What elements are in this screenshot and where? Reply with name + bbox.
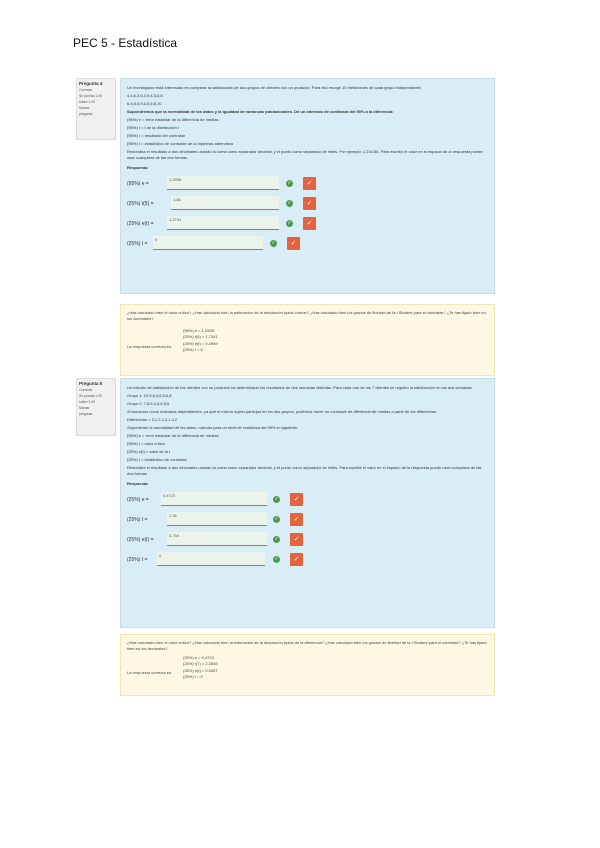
correct-answer-line: (25%) t = 0 — [183, 674, 203, 680]
document-title: PEC 5 - Estadística — [73, 36, 178, 50]
flag-icon[interactable]: ✓ — [303, 217, 316, 230]
answer-row — [127, 213, 488, 233]
question-info — [76, 78, 116, 140]
answer-label: (25%) t = — [127, 557, 148, 563]
flag-question-link[interactable]: pregunta — [79, 412, 93, 416]
question-item: (25%) t = estadístico de contraste — [127, 457, 187, 462]
flag-icon[interactable]: ✓ — [290, 493, 303, 506]
correct-answer-list — [183, 328, 218, 354]
correct-answer-line: (25%) e(t) = 0,4969 — [183, 340, 218, 346]
question-item: (95%) e = error estándar de la diferencia de medias — [127, 433, 219, 438]
question-score: Se puntúa 1,00 — [79, 94, 103, 98]
correct-answer-line: (25%) t(7) = 2,3646 — [183, 661, 218, 667]
question-paragraph: Un investigador está interesado en comparar la satisfacción de dos grupos de clientes con un producto. Para ello recoge 10 mediciones de cada grupo independiente, — [127, 85, 422, 90]
answer-label: (25%) t = — [127, 241, 148, 247]
answer-input[interactable]: 0 — [157, 552, 265, 566]
correct-answer-line: (25%) t(5) = 1,7341 — [183, 334, 218, 340]
flag-question-link[interactable]: pregunta — [79, 112, 93, 116]
answer-input[interactable]: 1,2958 — [167, 176, 279, 190]
correct-answer-line: (25%) e(t) = 0,5497 — [183, 667, 218, 673]
question-score: sobre 1,00 — [79, 400, 96, 404]
question-paragraph: Redondea el resultado a dos decimales usando la coma como separador decimal, y el punto como separador de miles. Para escribir el valor en el espacio de la respuesta puede usar cualquiera de las dos formas. — [127, 465, 482, 476]
check-icon: ✓ — [287, 180, 292, 186]
flag-icon[interactable]: ✓ — [287, 237, 300, 250]
question-number: Pregunta 4 — [79, 81, 103, 86]
answer-input[interactable]: 1,2741 — [167, 216, 279, 230]
check-icon: ✓ — [274, 536, 279, 542]
feedback-question: ¿Has calculado bien el valor crítico? ¿Has calculado bien la estimación de la desviación típica de la diferencia? ¿Has calculado bien los grados de libertad de la t Student para el contraste? ¿Te has fijado bien en los decimales? — [127, 640, 487, 651]
check-icon: ✓ — [274, 556, 279, 562]
question-paragraph: Un estudio de satisfacción de los clientes con un producto ha determinado los resultados de dos semanas distintas. Para cada uno de los 7 clientes se registró la satisfacción en las dos semanas. — [127, 385, 473, 390]
answer-row — [127, 489, 488, 509]
answer-input[interactable]: 0,4723 — [161, 492, 267, 506]
question-paragraph: Redondea el resultado a dos decimales usando la coma como separador decimal, y el punto como separador de miles. Por ejemplo: 1.234,56. Para escribir el valor en el espacio de la respuesta puede usar cualquiera de las dos formas. — [127, 149, 483, 160]
answer-input[interactable]: 0,764 — [167, 532, 267, 546]
feedback-panel — [120, 634, 495, 696]
correct-answer-line: (25%) e = 0,4723 — [183, 655, 214, 660]
answer-label: (25%) e = — [127, 497, 149, 503]
check-icon: ✓ — [274, 496, 279, 502]
feedback-question: ¿Has calculado bien el valor crítico? ¿Has calculado bien la estimación de la desviación típica común? ¿Has calculado bien los grados de libertad de la t Student para el contraste? ¿Te has fijado bien en los decimales? — [127, 310, 486, 321]
answer-input[interactable]: 1,86 — [171, 196, 279, 210]
flag-question-link[interactable]: Marcar — [79, 406, 90, 410]
correct-answer-list — [183, 655, 218, 681]
question-item: (95%) t = estadístico de contraste de la hipótesis alternativa — [127, 141, 233, 146]
correct-answer-label: La respuesta correcta es: — [127, 344, 173, 349]
question-data: Diferencias = 3,1,2,2,3,1,4,2 — [127, 417, 178, 422]
answer-heading: Respuesta: — [127, 165, 149, 170]
question-data: 4,4,6,3,6,3,9,4,5,6,8 — [127, 93, 163, 98]
question-state: Correcta — [79, 88, 93, 92]
answer-label: (25%) t(5) = — [127, 201, 154, 207]
question-4 — [76, 78, 495, 378]
answer-row — [127, 173, 488, 193]
question-paragraph: Si tomamos como muestras dependientes, ya que el mismo sujeto participa en los dos grupos, podemos hacer un contraste de diferencia de medias a partir de las diferencias: — [127, 409, 438, 414]
answer-row — [127, 193, 488, 213]
flag-icon[interactable]: ✓ — [290, 513, 303, 526]
question-data: Grupo 2: 7,8,6,4,5,6,5,6 — [127, 401, 170, 406]
feedback-panel — [120, 304, 495, 376]
answer-label: (25%) e(t) = — [127, 221, 154, 227]
question-text — [120, 78, 495, 294]
question-data: 6,4,8,5,9,6,5,6,8,10 — [127, 101, 162, 106]
answer-label: (25%) t = — [127, 517, 148, 523]
flag-icon[interactable]: ✓ — [303, 197, 316, 210]
answer-row — [127, 529, 488, 549]
question-item: (95%) t = t de la distribución t — [127, 125, 179, 130]
question-paragraph: Supondremos que la normalidad de los datos y la igualdad de varianzas poblacionales. Dé un intervalo de confianza del 95% a la diferencia: — [127, 109, 394, 114]
question-data: Grupo 1: 10,9,8,4,6,5,6,8 — [127, 393, 172, 398]
flag-question-link[interactable]: Marcar — [79, 106, 90, 110]
correct-answer-label: La respuesta correcta es: — [127, 670, 173, 675]
question-info — [76, 378, 116, 436]
question-item: (25%) e(t) = valor de la t — [127, 449, 171, 454]
check-icon: ✓ — [287, 220, 292, 226]
question-5 — [76, 378, 495, 698]
question-item: (95%) t = valor crítico — [127, 441, 165, 446]
answer-input[interactable]: 0 — [153, 236, 263, 250]
correct-answer-line: (95%) e = 1,2958 — [183, 328, 214, 333]
flag-icon[interactable]: ✓ — [303, 177, 316, 190]
flag-icon[interactable]: ✓ — [290, 553, 303, 566]
check-icon: ✓ — [287, 200, 292, 206]
check-icon: ✓ — [274, 516, 279, 522]
answer-row — [127, 233, 488, 253]
question-score: Se puntúa 1,00 — [79, 394, 103, 398]
answer-label: (25%) e(t) = — [127, 537, 154, 543]
answer-row — [127, 509, 488, 529]
question-item: (95%) e = error estándar de la diferencia de medias — [127, 117, 219, 122]
answer-label: (95%) e = — [127, 181, 149, 187]
answer-row — [127, 549, 488, 569]
correct-answer-line: (25%) t = 0 — [183, 347, 203, 353]
question-item: (95%) r = resultado del contraste — [127, 133, 186, 138]
check-icon: ✓ — [271, 240, 276, 246]
answer-heading: Respuesta: — [127, 481, 149, 486]
question-score: sobre 1,00 — [79, 100, 96, 104]
question-state: Correcta — [79, 388, 93, 392]
question-number: Pregunta 5 — [79, 381, 103, 386]
flag-icon[interactable]: ✓ — [290, 533, 303, 546]
answer-input[interactable]: 2,36 — [167, 512, 267, 526]
question-paragraph: Suponiendo la normalidad de los datos, calcular para un nivel de confianza del 95% lo siguiente: — [127, 425, 299, 430]
question-text — [120, 378, 495, 628]
